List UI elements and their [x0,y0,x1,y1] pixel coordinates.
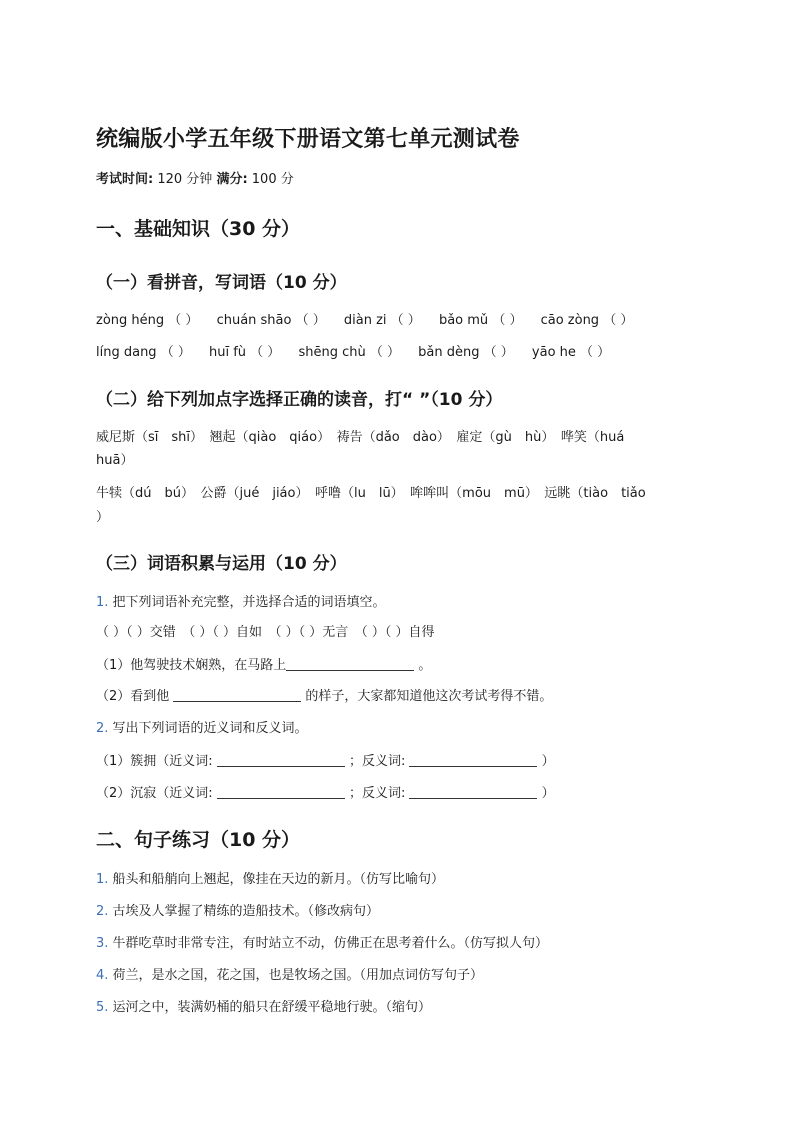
pinyin-item: zòng héng （ ） [96,313,199,328]
pinyin-item: huī fù （ ） [208,345,281,360]
part-3-heading: （三）词语积累与运用（10 分） [96,554,347,574]
time-value: 120 分钟 [157,172,213,187]
reading-line-1: 威尼斯（sī shī） 翘起（qiào qiáo） 祷告（dǎo dào） 雇定（gù hù） 哗笑（huá [96,430,625,445]
pinyin-item: bǎn dèng （ ） [418,345,514,360]
synonym-row-1: （1）簇拥（近义词: ；反义词: ） [96,754,555,769]
sentence-exercise: 3. 牛群吃草时非常专注，有时站立不动，仿佛正在思考着什么。（仿写拟人句） [96,936,549,951]
pinyin-item: shēng chù （ ） [298,345,400,360]
answer-blank[interactable] [173,688,301,702]
fill-sentence-1: （1）他驾驶技术娴熟，在马路上 。 [96,658,432,673]
question-text: 把下列词语补充完整，并选择合适的词语填空。 [112,595,386,610]
sentence-exercise: 5. 运河之中，装满奶桶的船只在舒缓平稳地行驶。（缩句） [96,1000,432,1015]
fill-sentence-2: （2）看到他 的样子，大家都知道他这次考试考得不错。 [96,689,553,704]
pinyin-item: chuán shāo （ ） [216,313,326,328]
sentence-exercise: 1. 船头和船艄向上翘起，像挂在天边的新月。（仿写比喻句） [96,872,445,887]
page-title: 统编版小学五年级下册语文第七单元测试卷 [96,127,520,152]
sentence-exercise: 4. 荷兰，是水之国，花之国，也是牧场之国。（用加点词仿写句子） [96,968,484,983]
score-value: 100 分 [251,172,294,187]
reading-line-1-cont: huā） [96,453,134,468]
question-number: 1. [96,595,109,610]
pinyin-row-2 [96,341,624,360]
question-number: 2. [96,721,109,736]
time-label: 考试时间: [96,172,154,187]
synonym-row-2: （2）沉寂（近义词: ；反义词: ） [96,786,555,801]
pinyin-item: líng dang （ ） [96,345,191,360]
answer-blank[interactable] [286,657,414,671]
question-text: 写出下列词语的近义词和反义词。 [112,721,308,736]
pinyin-item: bǎo mǔ （ ） [438,313,523,328]
section-1-heading: 一、基础知识（30 分） [96,218,301,240]
section-2-heading: 二、句子练习（10 分） [96,829,301,851]
synonym-blank[interactable] [217,785,345,799]
antonym-blank[interactable] [409,785,537,799]
reading-line-2-cont: ） [96,510,110,525]
part-1-heading: （一）看拼音，写词语（10 分） [96,273,347,293]
pinyin-item: yāo he （ ） [531,345,611,360]
pinyin-row-1 [96,309,647,328]
exam-meta [96,168,294,187]
part-2-heading: （二）给下列加点字选择正确的读音，打“ ”（10 分） [96,390,503,410]
pinyin-item: diàn zi （ ） [343,313,421,328]
sentence-exercise: 2. 古埃及人掌握了精练的造船技术。（修改病句） [96,904,380,919]
idiom-fill-row: （ ）（ ）交错 （ ）（ ）自如 （ ）（ ）无言 （ ）（ ）自得 [96,625,435,640]
pinyin-item: cāo zòng （ ） [540,313,634,328]
question-1 [96,591,386,610]
reading-line-2: 牛犊（dú bú） 公爵（jué jiáo） 呼噜（lu lū） 哞哞叫（mōu mū） 远眺（tiào tiǎo [96,486,646,501]
antonym-blank[interactable] [409,753,537,767]
score-label: 满分: [216,172,248,187]
question-2 [96,717,308,736]
synonym-blank[interactable] [217,753,345,767]
